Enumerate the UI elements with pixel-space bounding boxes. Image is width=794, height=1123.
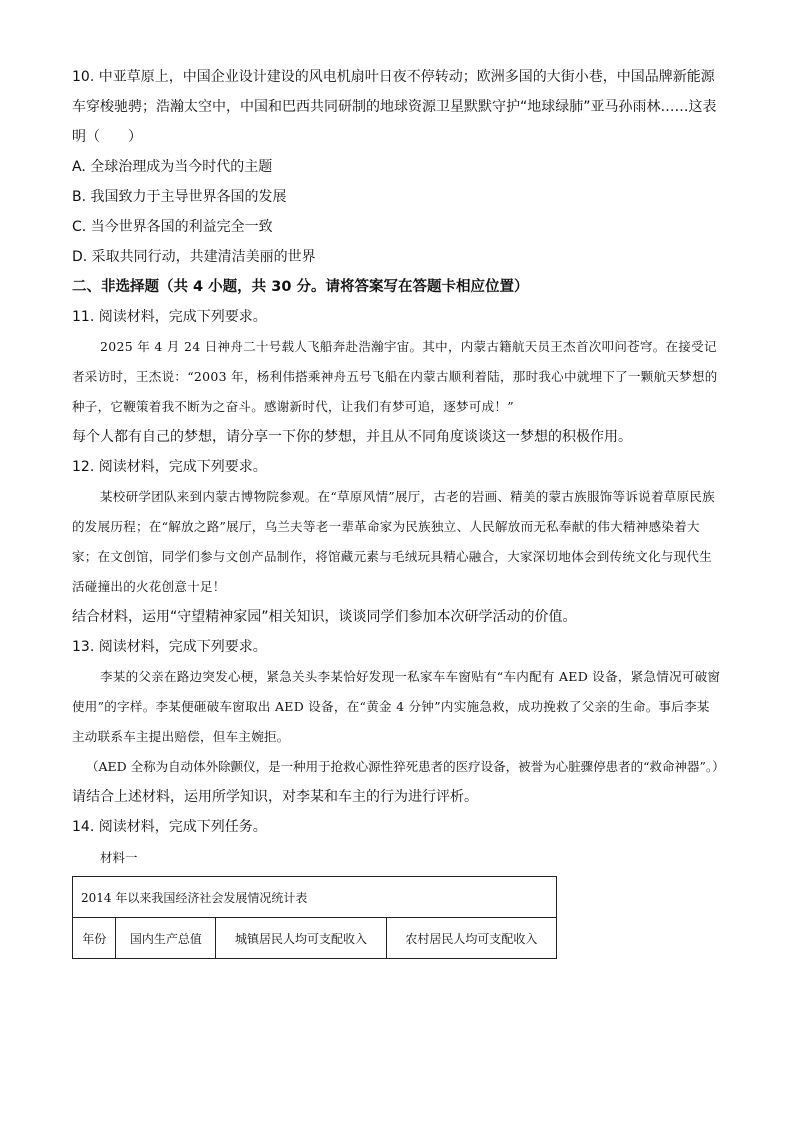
question-11-prompt: 每个人都有自己的梦想，请分享一下你的梦想，并且从不同角度谈谈这一梦想的积极作用。 (72, 429, 632, 445)
header-urban-income: 城镇居民人均可支配收入 (216, 918, 386, 959)
table-caption-row (73, 877, 557, 918)
header-gdp: 国内生产总值 (116, 918, 216, 959)
table-caption: 2014 年以来我国经济社会发展情况统计表 (73, 877, 557, 918)
question-13-material: 李某的父亲在路边突发心梗，紧急关头李某恰好发现一私家车车窗贴有“车内配有 AED 设备，紧急情况可破窗使用”的字样。李某便砸破车窗取出 AED 设备，在“黄金 4 分钟”内实施急救，成功挽救了父亲的生命。事后李某主动联系车主提出赔偿，但车主婉拒。 (72, 669, 721, 744)
header-rural-income: 农村居民人均可支配收入 (386, 918, 556, 959)
question-12-prompt: 结合材料，运用“守望精神家园”相关知识，谈谈同学们参加本次研学活动的价值。 (72, 609, 577, 625)
question-13-stem: 13. 阅读材料，完成下列要求。 (72, 639, 267, 655)
material-1-label: 材料一 (100, 850, 138, 865)
option-a: A. 全球治理成为当今时代的主题 (72, 159, 273, 175)
option-b: B. 我国致力于主导世界各国的发展 (72, 189, 287, 205)
statistics-table (72, 876, 557, 959)
question-13-prompt: 请结合上述材料，运用所学知识，对李某和车主的行为进行评析。 (72, 789, 478, 805)
question-11-material: 2025 年 4 月 24 日神舟二十号载人飞船奔赴浩瀚宇宙。其中，内蒙古籍航天员王杰首次叩问苍穹。在接受记者采访时，王杰说：“2003 年，杨利伟搭乘神舟五号飞船在内蒙古顺利着陆，那时我心中就埋下了一颗航天梦想的种子，它鞭策着我不断为之奋斗。感谢新时代，让我们有梦可追，逐梦可成！” (72, 339, 718, 414)
table-header-row (73, 918, 557, 959)
question-14-stem: 14. 阅读材料，完成下列任务。 (72, 819, 267, 835)
option-d: D. 采取共同行动，共建清洁美丽的世界 (72, 249, 316, 265)
question-12-stem: 12. 阅读材料，完成下列要求。 (72, 459, 267, 475)
exam-page (72, 62, 725, 959)
question-10-stem: 10. 中亚草原上，中国企业设计建设的风电机扇叶日夜不停转动；欧洲多国的大街小巷，中国品牌新能源车穿梭驰骋；浩瀚太空中，中国和巴西共同研制的地球资源卫星默默守护“地球绿肺”亚马孙雨林……这表明（ ） (72, 69, 717, 145)
option-c: C. 当今世界各国的利益完全一致 (72, 219, 273, 235)
question-13-note: （AED 全称为自动体外除颤仪，是一种用于抢救心源性猝死患者的医疗设备，被誉为心脏骤停患者的“救命神器”。） (86, 759, 725, 774)
section-2-title: 二、非选择题（共 4 小题，共 30 分。请将答案写在答题卡相应位置） (72, 279, 529, 295)
question-12-material: 某校研学团队来到内蒙古博物院参观。在“草原风情”展厅，古老的岩画、精美的蒙古族服饰等诉说着草原民族的发展历程；在“解放之路”展厅，乌兰夫等老一辈革命家为民族独立、人民解放而无私奉献的伟大精神感染着大家；在文创馆，同学们参与文创产品制作，将馆藏元素与毛绒玩具精心融合，大家深切地体会到传统文化与现代生活碰撞出的火花创意十足！ (72, 489, 715, 594)
header-year: 年份 (73, 918, 116, 959)
question-11-stem: 11. 阅读材料，完成下列要求。 (72, 309, 267, 325)
